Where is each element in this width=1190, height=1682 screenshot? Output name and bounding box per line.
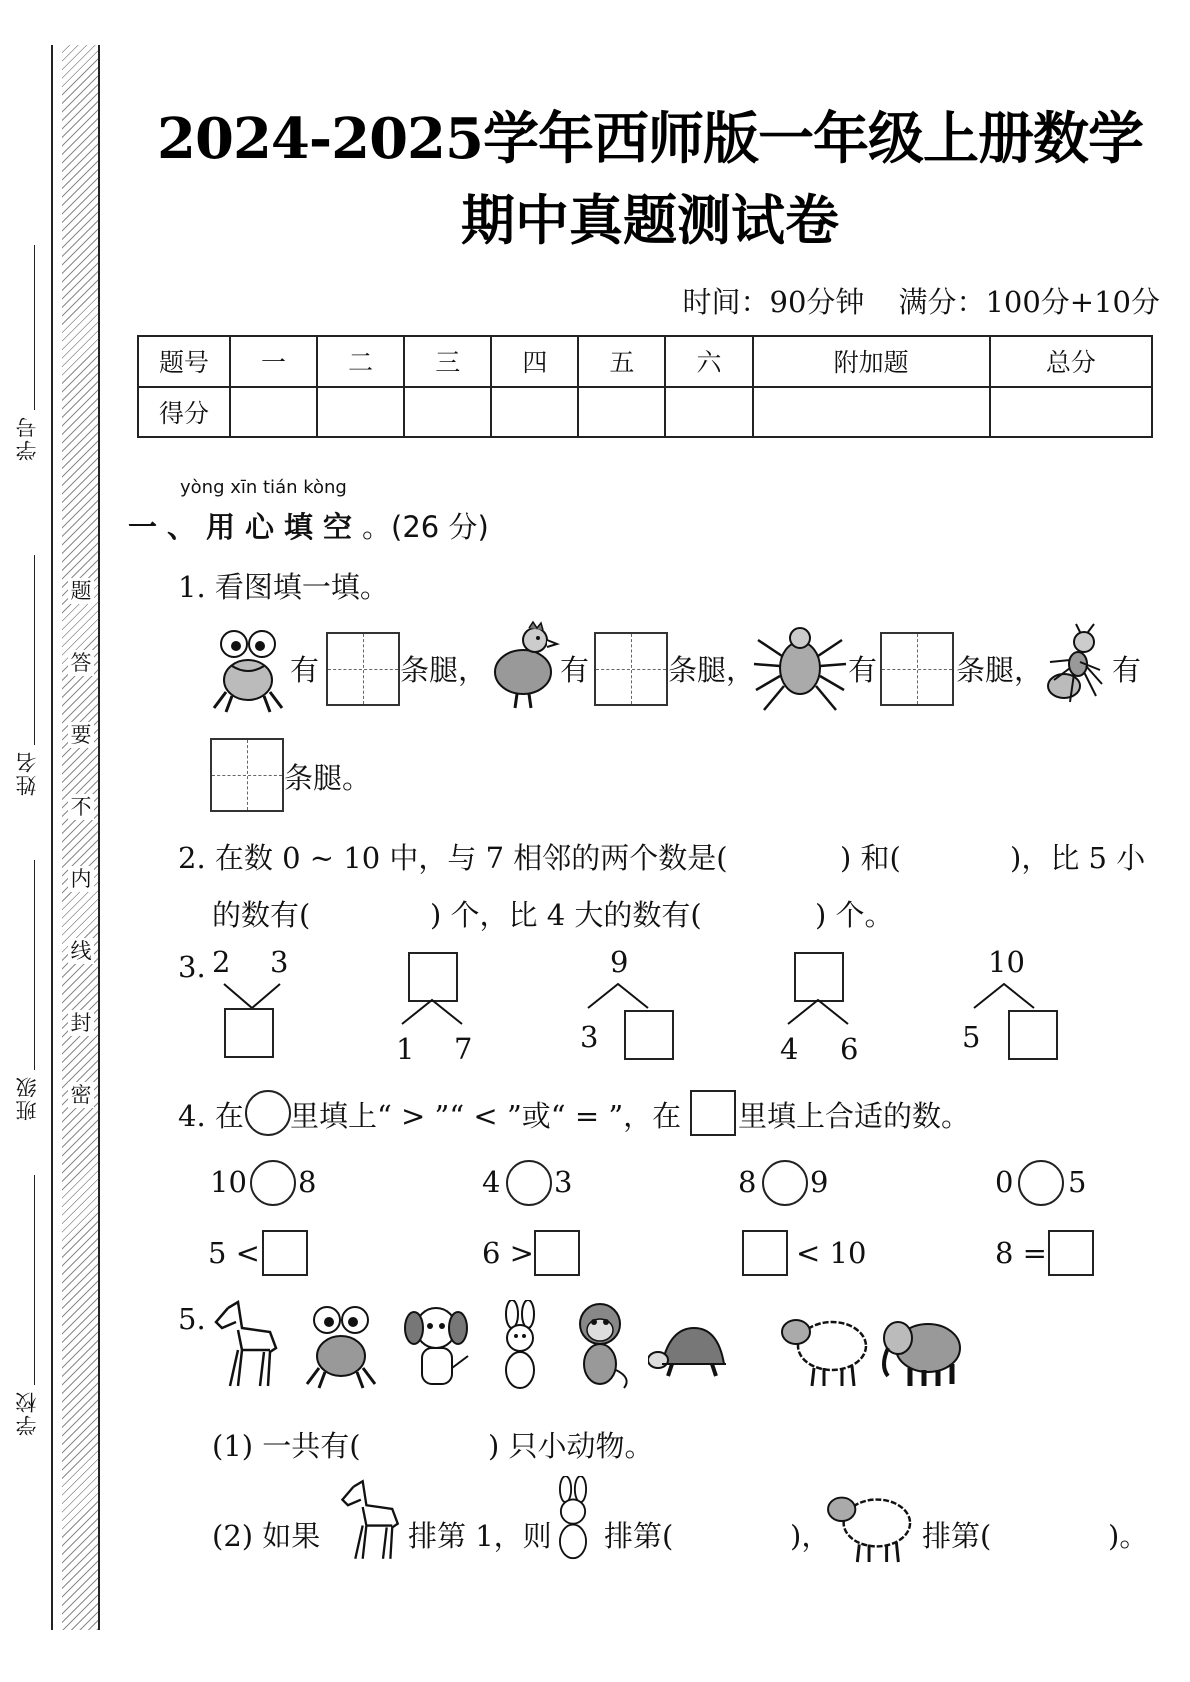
q5-sub2-e: 排第( (922, 1519, 992, 1553)
compare-circle[interactable] (506, 1160, 552, 1206)
compare-left: 4 (482, 1165, 501, 1199)
bond-lines (786, 998, 850, 1026)
answer-grid-box[interactable] (326, 632, 400, 706)
score-input-cell[interactable] (491, 387, 578, 438)
q2-line1-c: )，比 5 小 (1010, 841, 1146, 875)
name-line (34, 555, 35, 745)
bond-answer-box[interactable] (1008, 1010, 1058, 1060)
fill-left: 6 > (482, 1236, 534, 1270)
bond-answer-box[interactable] (408, 952, 458, 1002)
fill-answer-box[interactable] (534, 1230, 580, 1276)
bond-answer-box[interactable] (794, 952, 844, 1002)
binding-line-left (51, 45, 53, 1630)
compare-right: 3 (554, 1165, 573, 1199)
fill-answer-box[interactable] (1048, 1230, 1094, 1276)
horse-icon (335, 1476, 407, 1564)
section-title: 用心填空 (206, 510, 363, 544)
bond-number: 9 (610, 945, 629, 979)
compare-right: 9 (810, 1165, 829, 1199)
q4-prompt-b: 里填上“ > ”“ < ”或“ = ”，在 (290, 1099, 682, 1133)
sheep-icon (780, 1302, 872, 1388)
score-input-cell[interactable] (753, 387, 990, 438)
square-symbol-icon (690, 1090, 736, 1136)
q1-you: 有 (1112, 653, 1142, 687)
rabbit-icon (490, 1300, 550, 1392)
school-label: 学校 (15, 1390, 39, 1436)
q5-sub1-a: (1) 一共有( (212, 1429, 361, 1463)
q2-line2-c: ) 个。 (815, 898, 894, 932)
bond-number: 1 (396, 1032, 415, 1066)
compare-left: 10 (210, 1165, 247, 1199)
answer-grid-box[interactable] (210, 738, 284, 812)
seal-char: 封 (68, 1010, 94, 1036)
q1-you: 有 (290, 653, 320, 687)
bond-lines (586, 982, 650, 1010)
table-cell: 三 (404, 336, 491, 387)
binding-hatch (62, 45, 98, 1630)
q5-sub2-d: )， (790, 1519, 831, 1553)
seal-char: 题 (68, 578, 94, 604)
dog-icon (398, 1298, 476, 1390)
q1-you: 有 (560, 653, 590, 687)
table-cell: 一 (230, 336, 317, 387)
score-input-cell[interactable] (990, 387, 1152, 438)
table-cell: 附加题 (753, 336, 990, 387)
q5-label: 5. (178, 1302, 206, 1336)
full-score: 满分：100分+10分 (898, 285, 1160, 319)
binding-line-right (98, 45, 100, 1630)
score-input-cell[interactable] (230, 387, 317, 438)
q1-legs: 条腿， (668, 653, 756, 687)
compare-circle[interactable] (762, 1160, 808, 1206)
exam-meta (683, 280, 1160, 321)
bond-lines (400, 998, 464, 1026)
circle-symbol-icon (245, 1090, 291, 1136)
seal-char: 不 (68, 794, 94, 820)
bond-lines (972, 982, 1036, 1010)
score-input-cell[interactable] (404, 387, 491, 438)
time-limit: 时间：90分钟 (682, 285, 865, 319)
bond-number: 2 (212, 945, 231, 979)
student-id-label: 学号 (15, 415, 39, 461)
bond-lines (222, 982, 282, 1010)
q1-legs: 条腿， (956, 653, 1044, 687)
sheep-icon (826, 1480, 916, 1564)
section-prefix: 一、 (128, 510, 207, 544)
fill-left: 5 < (208, 1236, 260, 1270)
seal-char: 要 (68, 722, 94, 748)
compare-right: 5 (1068, 1165, 1087, 1199)
score-input-cell[interactable] (665, 387, 752, 438)
compare-circle[interactable] (1018, 1160, 1064, 1206)
score-table (137, 335, 1153, 438)
q2-line2-a: 的数有( (212, 898, 311, 932)
school-line (34, 1175, 35, 1385)
q1-prompt: 1. 看图填一填。 (178, 570, 389, 604)
q4-prompt-a: 4. 在 (178, 1099, 244, 1133)
bond-answer-box[interactable] (624, 1010, 674, 1060)
turtle-icon (648, 1318, 732, 1384)
fill-right: < 10 (796, 1236, 867, 1270)
fill-answer-box[interactable] (262, 1230, 308, 1276)
seal-char: 答 (68, 650, 94, 676)
ant-icon (1040, 622, 1110, 712)
q5-sub1-b: ) 只小动物。 (488, 1429, 654, 1463)
rabbit-icon (545, 1476, 601, 1562)
table-cell: 得分 (138, 387, 230, 438)
q5-sub2-b: 排第 1，则 (408, 1519, 552, 1553)
table-cell: 二 (317, 336, 404, 387)
compare-right: 8 (298, 1165, 317, 1199)
compare-left: 0 (995, 1165, 1014, 1199)
bond-number: 7 (454, 1032, 473, 1066)
q3-label: 3. (178, 950, 206, 984)
q2-line1-b: ) 和( (840, 841, 901, 875)
spider-icon (750, 620, 850, 714)
hen-icon (485, 620, 560, 712)
elephant-icon (876, 1310, 966, 1388)
page-subtitle: 期中真题测试卷 (461, 188, 839, 252)
student-id-line (34, 245, 35, 410)
bond-number: 6 (840, 1032, 859, 1066)
answer-grid-box[interactable] (594, 632, 668, 706)
score-table-header-row (138, 336, 1152, 387)
seal-char: 线 (68, 938, 94, 964)
fill-answer-box[interactable] (742, 1230, 788, 1276)
section-heading (128, 505, 489, 546)
q4-prompt-c: 里填上合适的数。 (738, 1099, 971, 1133)
frog-icon (208, 622, 288, 714)
q5-sub2-a: (2) 如果 (212, 1519, 321, 1553)
compare-circle[interactable] (250, 1160, 296, 1206)
fill-left: 8 = (995, 1236, 1047, 1270)
monkey-icon (564, 1298, 636, 1390)
section-points: 。(26 分) (362, 510, 489, 544)
class-label: 班级 (15, 1075, 39, 1121)
bond-number: 3 (270, 945, 289, 979)
q1-you: 有 (848, 653, 878, 687)
page-title: 2024-2025学年西师版一年级上册数学 (157, 106, 1143, 172)
q5-sub2-c: 排第( (604, 1519, 674, 1553)
frog-icon (300, 1298, 382, 1390)
section-pinyin: yòng xīn tián kòng (180, 477, 347, 498)
seal-char: 密 (68, 1082, 94, 1108)
seal-char: 内 (68, 866, 94, 892)
bond-number: 3 (580, 1020, 599, 1054)
score-input-cell[interactable] (317, 387, 404, 438)
q2-line1-a: 2. 在数 0 ~ 10 中，与 7 相邻的两个数是( (178, 841, 728, 875)
q1-legs-end: 条腿。 (284, 761, 372, 795)
answer-grid-box[interactable] (880, 632, 954, 706)
bond-number: 10 (988, 945, 1025, 979)
table-cell: 总分 (990, 336, 1152, 387)
score-input-cell[interactable] (578, 387, 665, 438)
name-label: 姓名 (15, 750, 39, 796)
bond-number: 5 (962, 1020, 981, 1054)
q1-legs: 条腿， (400, 653, 488, 687)
horse-icon (208, 1298, 286, 1390)
table-cell: 六 (665, 336, 752, 387)
q5-sub2-f: )。 (1108, 1519, 1149, 1553)
bond-number: 4 (780, 1032, 799, 1066)
table-cell: 五 (578, 336, 665, 387)
table-cell: 四 (491, 336, 578, 387)
bond-answer-box[interactable] (224, 1008, 274, 1058)
score-table-score-row (138, 387, 1152, 438)
class-line (34, 860, 35, 1070)
q2-line2-b: ) 个，比 4 大的数有( (430, 898, 702, 932)
table-cell: 题号 (138, 336, 230, 387)
compare-left: 8 (738, 1165, 757, 1199)
